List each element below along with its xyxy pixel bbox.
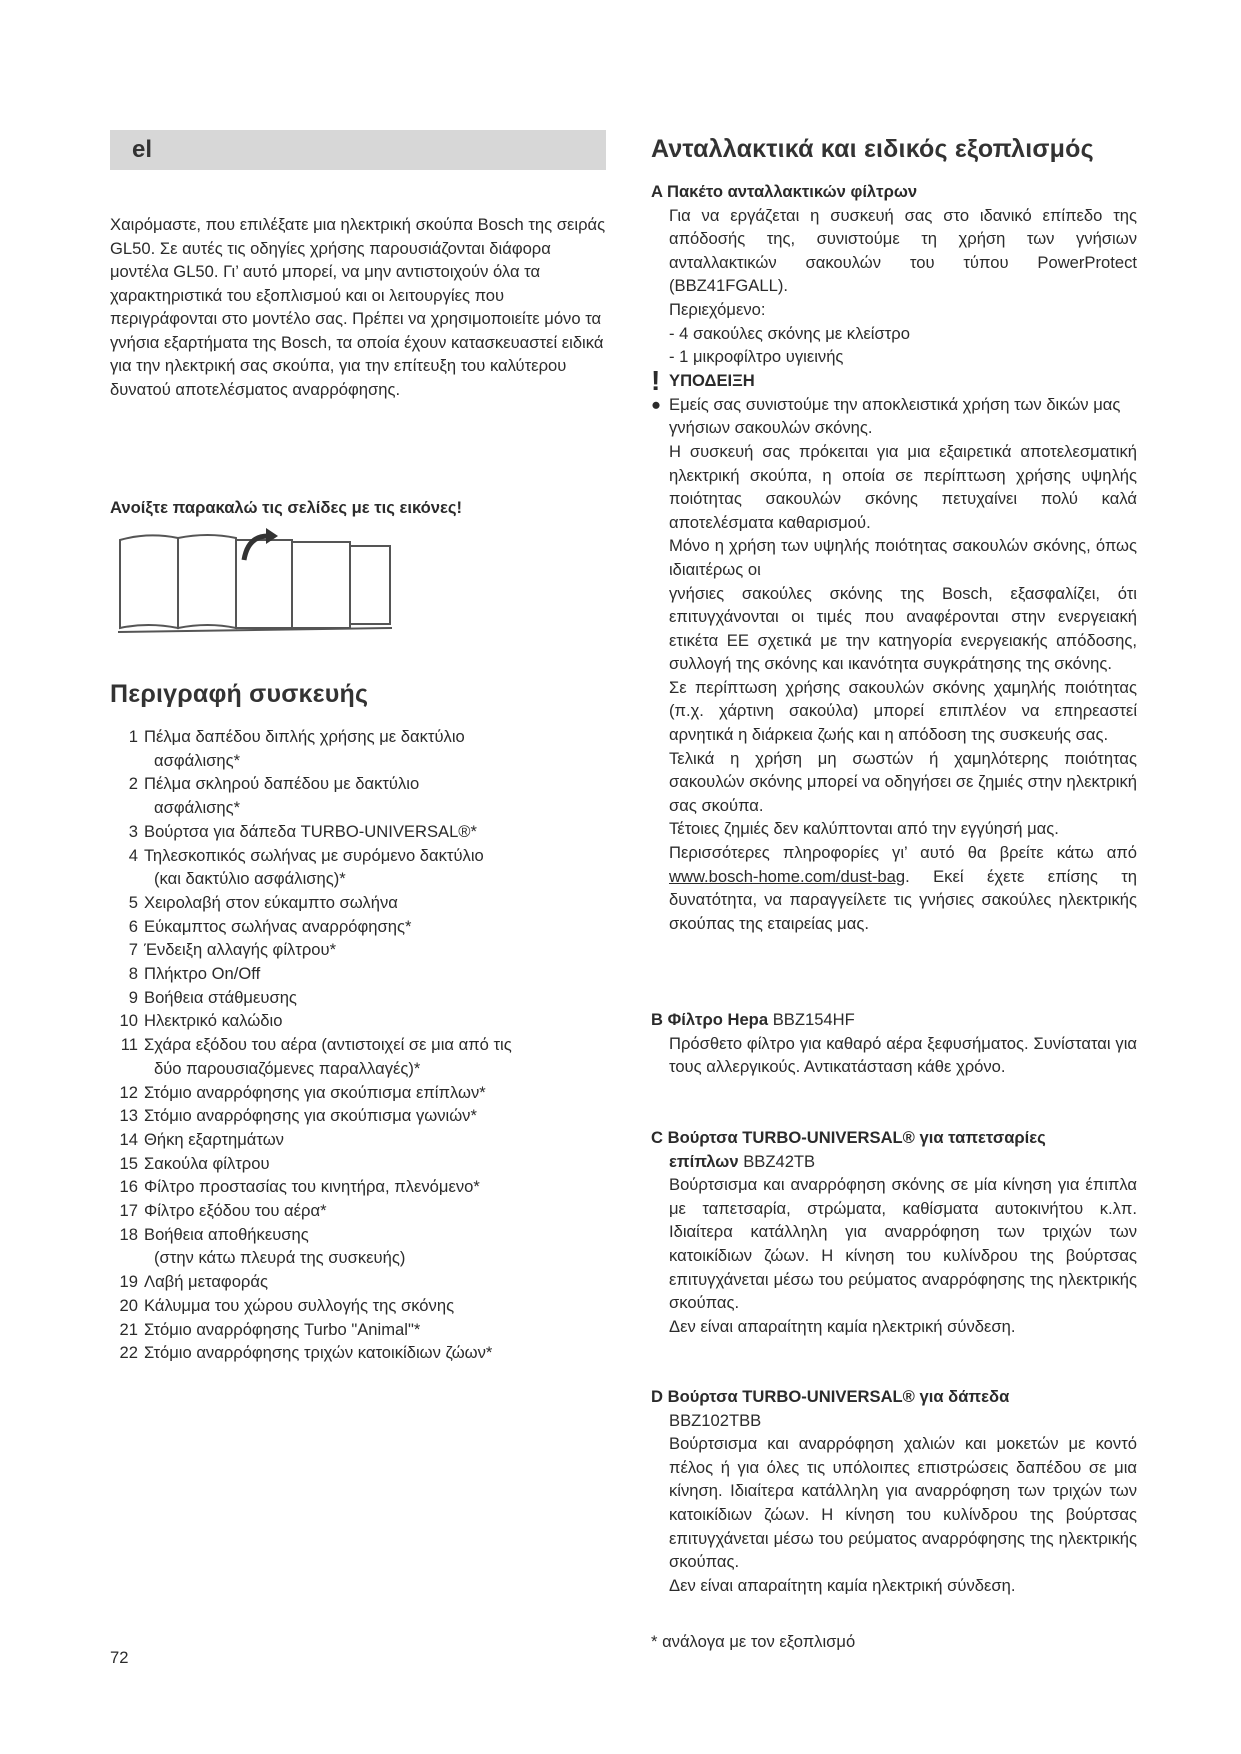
section-a-item-bags: - 4 σακούλες σκόνης με κλείστρο (669, 323, 910, 343)
list-item: 7 Ένδειξη αλλαγής φίλτρου* (128, 940, 337, 960)
list-item: 15 Σακούλα φίλτρου (119, 1153, 270, 1173)
list-item: 20 Κάλυμμα του χώρου συλλογής της σκόνης (119, 1295, 455, 1315)
list-item: 2 Πέλμα σκληρού δαπέδου με δακτύλιο ασφάλισης* (128, 774, 420, 818)
list-item: 13 Στόμιο αναρρόφησης για σκούπισμα γωνιών* (119, 1106, 477, 1126)
list-item: 6 Εύκαμπτος σωλήνας αναρρόφησης* (128, 916, 412, 936)
list-item: 4 Τηλεσκοπικός σωλήνας με συρόμενο δακτύλιο (και δακτύλιο ασφάλισης)* (128, 845, 484, 889)
notice-paragraph: Σε περίπτωση χρήσης σακουλών σκόνης χαμηλής ποιότητας (π.χ. χάρτινη σακούλα) μπορεί επιπλέον να επηρεαστεί αρνητικά η διάρκεια ζωής και η απόδοση της συσκευής σας. (669, 677, 1137, 745)
list-item: 5 Χειρολαβή στον εύκαμπτο σωλήνα (128, 892, 398, 912)
open-pages-instruction: Ανοίξτε παρακαλώ τις σελίδες με τις εικόνες! (110, 498, 463, 517)
section-a-contents-label: Περιεχόμενο: (669, 299, 766, 319)
section-c-title-line2: επίπλων BBZ42TB (669, 1151, 816, 1171)
section-c-body: Βούρτσισμα και αναρρόφηση σκόνης σε μία κίνηση για έπιπλα με ταπετσαρία, στρώματα, καθίσματα αυτοκινήτου κ.λπ. Ιδιαίτερα κατάλληλη για αναρρόφηση των τριχών των κατοικίδιων ζώων. Η κίνηση του κυλίνδρου της βούρτσας επιτυγχάνεται μέσω του ρεύματος αναρρόφησης της ηλεκτρικής σκούπας. (669, 1175, 1137, 1313)
intro-paragraph: Χαιρόμαστε, που επιλέξατε μια ηλεκτρική σκούπα Bosch της σειράς GL50. Σε αυτές τις οδηγίες χρήσης παρουσιάζονται διάφορα μοντέλα GL50. Γι’ αυτό μπορεί, να μην αντιστοιχούν όλα τα χαρακτηριστικά του εξοπλισμού και οι λειτουργίες που περιγράφονται στο μοντέλο σας. Πρέπει να χρησιμοποιείτε μόνο τα γνήσια εξαρτήματα της Bosch, τα οποία έχουν κατασκευαστεί ειδικά για την ηλεκτρική σας σκούπα, για την επίτευξη του καλύτερου δυνατού αποτελέσματος αναρρόφησης. (110, 215, 606, 399)
section-a-body: Για να εργάζεται η συσκευή σας στο ιδανικό επίπεδο της απόδοσής της, συνιστούμε τη χρήση των γνήσιων ανταλλακτικών σακουλών του τύπου PowerProtect (BBZ41FGALL). (669, 205, 1137, 296)
section-c-note: Δεν είναι απαραίτητη καμία ηλεκτρική σύνδεση. (669, 1316, 1016, 1336)
dust-bag-link[interactable]: www.bosch-home.com/dust-bag (669, 866, 906, 886)
section-b-title: B Φίλτρο Hepa BBZ154HF (651, 1010, 855, 1029)
footnote: * ανάλογα με τον εξοπλισμό (651, 1632, 856, 1651)
notice-paragraph: Η συσκευή σας πρόκειται για μια εξαιρετικά αποτελεσματική ηλεκτρική σκούπα, η οποία σε περίπτωση χρήσης υψηλής ποιότητας σακουλών σκόνης πετυχαίνει πολύ καλά αποτελέσματα καθαρισμού. (669, 441, 1137, 532)
list-item: 9 Βοήθεια στάθμευσης (128, 987, 297, 1007)
section-c-upholstery-brush (651, 1126, 1137, 1338)
fold-out-pages-illustration (118, 528, 398, 638)
notice-heading: ! ΥΠΟΔΕΙΞΗ (651, 364, 755, 396)
list-item: 16 Φίλτρο προστασίας του κινητήρα, πλενόμενο* (119, 1177, 480, 1197)
notice-paragraph-more-info: Περισσότερες πληροφορίες γι’ αυτό θα βρείτε κάτω από www.bosch-home.com/dust-bag. Εκεί έχετε επίσης τη δυνατότητα, να παραγγείλετε τις γνήσιες σακούλες ηλεκτρικής σκούπας της εταιρείας μας. (669, 843, 1137, 933)
list-item: 11 Σχάρα εξόδου του αέρα (αντιστοιχεί σε μια από τις δύο παρουσιαζόμενες παραλλαγές)* (120, 1035, 512, 1078)
device-description-heading: Περιγραφή συσκευής (110, 680, 369, 708)
section-d-note: Δεν είναι απαραίτητη καμία ηλεκτρική σύνδεση. (669, 1575, 1016, 1595)
section-d-title: D Βούρτσα TURBO-UNIVERSAL® για δάπεδα (651, 1387, 1010, 1406)
section-c-title: C Βούρτσα TURBO-UNIVERSAL® για ταπετσαρίες (651, 1128, 1046, 1147)
language-tag: el (132, 136, 153, 163)
section-a-filter-pack (651, 180, 1137, 935)
list-item: 18 Βοήθεια αποθήκευσης (στην κάτω πλευρά της συσκευής) (119, 1224, 406, 1268)
bullet-icon: ● (651, 394, 662, 414)
notice-first-paragraph: ● Εμείς σας συνιστούμε την αποκλειστικά χρήση των δικών μας γνήσιων σακουλών σκόνης. (651, 393, 1137, 440)
language-tag-bar (110, 130, 606, 170)
accessories-heading: Ανταλλακτικά και ειδικός εξοπλισμός (651, 135, 1094, 163)
list-item: 14 Θήκη εξαρτημάτων (119, 1129, 284, 1149)
section-d-body: Βούρτσισμα και αναρρόφηση χαλιών και μοκετών με κοντό πέλος ή για όλες τις υπόλοιπες επιστρώσεις δαπέδου σε μια κίνηση. Ιδιαίτερα κατάλληλη για αναρρόφηση των τριχών των κατοικίδιων ζώων. Η κίνηση του κυλίνδρου της βούρτσας επιτυγχάνεται μέσω του ρεύματος αναρρόφησης της ηλεκτρικής σκούπας. (669, 1434, 1137, 1572)
list-item: 3 Βούρτσα για δάπεδα TURBO-UNIVERSAL®* (128, 821, 477, 841)
list-item: 10 Ηλεκτρικό καλώδιο (119, 1011, 283, 1031)
warning-exclamation-icon: ! (651, 364, 661, 396)
parts-list (110, 725, 606, 1365)
list-item: 17 Φίλτρο εξόδου του αέρα* (119, 1201, 327, 1221)
section-d-floor-brush (651, 1385, 1137, 1597)
notice-paragraph: Μόνο η χρήση των υψηλής ποιότητας σακουλών σκόνης, όπως ιδιαιτέρως οι (669, 536, 1137, 579)
list-item: 1 Πέλμα δαπέδου διπλής χρήσης με δακτύλιο ασφάλισης* (128, 727, 465, 770)
page-number: 72 (110, 1648, 129, 1667)
section-b-body: Πρόσθετο φίλτρο για καθαρό αέρα ξεφυσήματος. Συνίσταται για τους αλλεργικούς. Αντικατάσταση κάθε χρόνο. (669, 1033, 1137, 1077)
notice-paragraph: γνήσιες σακούλες σκόνης της Bosch, εξασφαλίζει, ότι επιτυγχάνονται οι τιμές που αναφέρονται στην ενεργειακή ετικέτα ΕΕ σχετικά με την κατηγορία ενεργειακής απόδοσης, συλλογή της σκόνης και ικανότητα συγκράτησης της σκόνης. (669, 583, 1137, 674)
list-item: 21 Στόμιο αναρρόφησης Turbo "Animal"* (119, 1319, 421, 1339)
section-a-title: A Πακέτο ανταλλακτικών φίλτρων (651, 182, 918, 201)
notice-paragraph: Τέτοιες ζημιές δεν καλύπτονται από την εγγύησή μας. (669, 819, 1059, 839)
notice-paragraph: Τελικά η χρήση μη σωστών ή χαμηλότερης ποιότητας σακουλών σκόνης μπορεί να οδηγήσει σε ζημιές στην ηλεκτρική σας σκούπα. (669, 748, 1137, 815)
list-item: 19 Λαβή μεταφοράς (119, 1272, 268, 1292)
section-d-code: BBZ102TBB (669, 1410, 762, 1430)
list-item: 12 Στόμιο αναρρόφησης για σκούπισμα επίπλων* (119, 1082, 486, 1102)
section-a-item-microfilter: - 1 μικροφίλτρο υγιεινής (669, 347, 844, 367)
list-item: 22 Στόμιο αναρρόφησης τριχών κατοικίδιων ζώων* (119, 1343, 493, 1363)
list-item: 8 Πλήκτρο On/Off (128, 964, 261, 984)
section-b-hepa-filter (651, 1008, 1137, 1079)
